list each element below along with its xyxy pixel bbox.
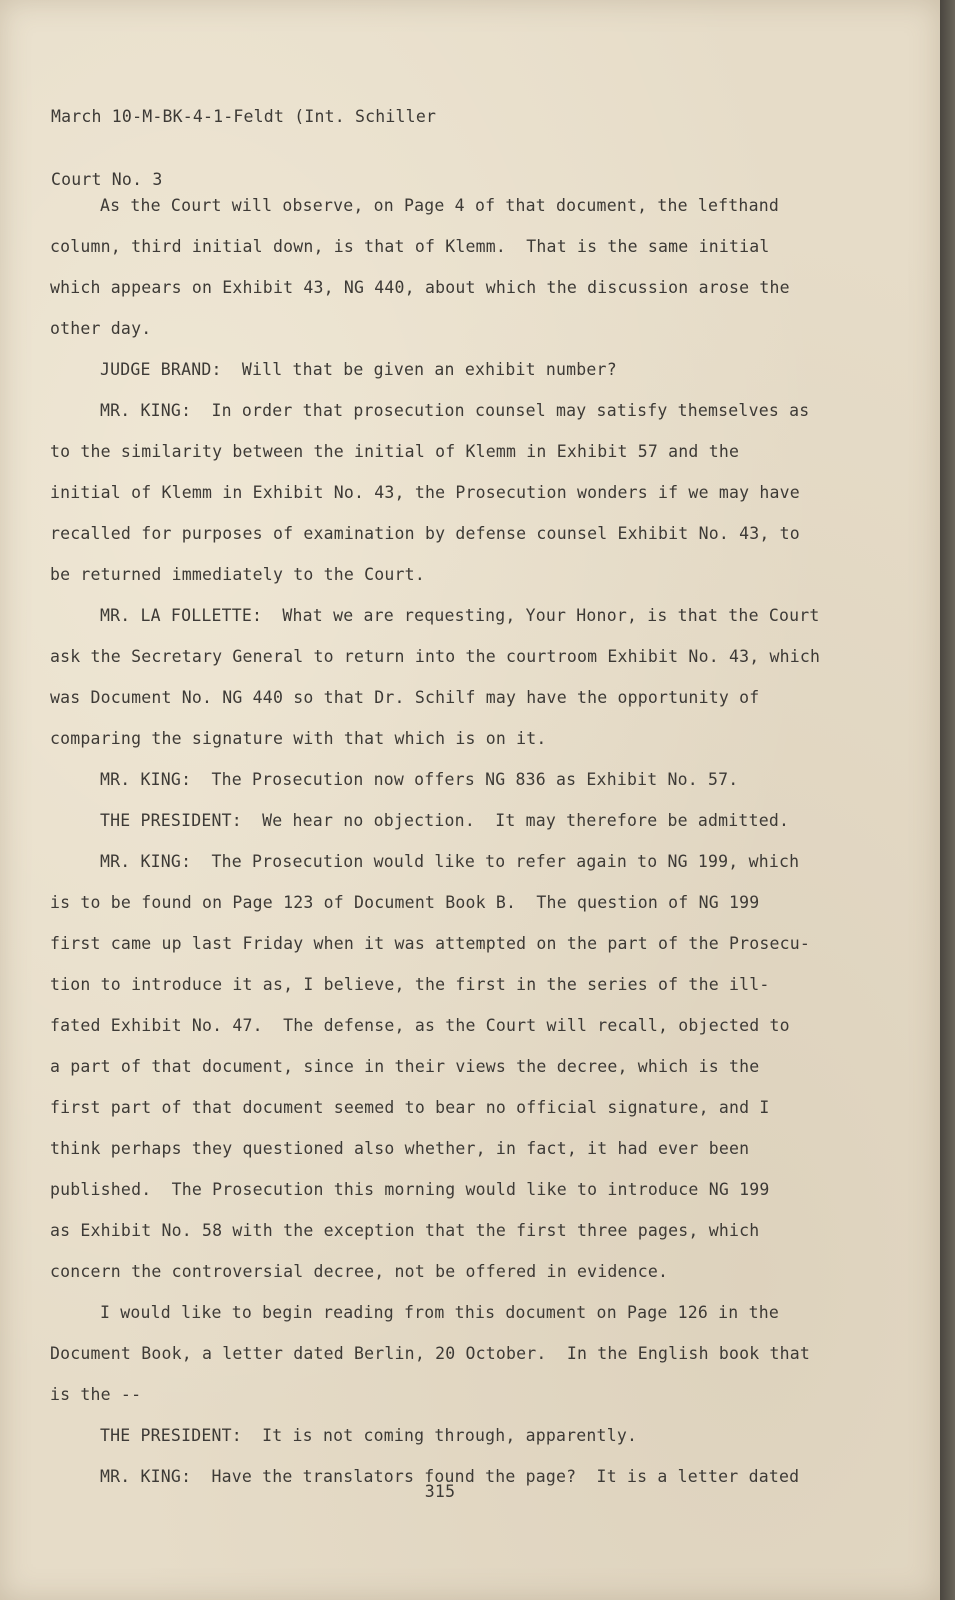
transcript-line: first came up last Friday when it was attempted on the part of the Prosecu- [50, 934, 811, 953]
transcript-line: Document Book, a letter dated Berlin, 20 October. In the English book that [50, 1344, 811, 1363]
transcript-line: tion to introduce it as, I believe, the first in the series of the ill- [50, 975, 770, 994]
transcript-line: MR. KING: The Prosecution now offers NG 836 as Exhibit No. 57. [100, 770, 739, 789]
transcript-line: first part of that document seemed to bear no official signature, and I [50, 1098, 770, 1117]
transcript-line: other day. [50, 319, 152, 338]
transcript-line: MR. KING: Have the translators found the page? It is a letter dated [100, 1467, 800, 1486]
transcript-line: JUDGE BRAND: Will that be given an exhibit number? [100, 360, 617, 379]
page-edge [940, 0, 955, 1600]
transcript-line: recalled for purposes of examination by defense counsel Exhibit No. 43, to [50, 524, 800, 543]
transcript-line: I would like to begin reading from this document on Page 126 in the [100, 1303, 779, 1322]
transcript-line: fated Exhibit No. 47. The defense, as the Court will recall, objected to [50, 1016, 790, 1035]
transcript-line: a part of that document, since in their views the decree, which is the [50, 1057, 760, 1076]
transcript-line: MR. LA FOLLETTE: What we are requesting, Your Honor, is that the Court [100, 606, 820, 625]
transcript-line: think perhaps they questioned also whether, in fact, it had ever been [50, 1139, 750, 1158]
header-line-1: March 10-M-BK-4-1-Feldt (Int. Schiller [51, 107, 437, 126]
transcript-line: MR. KING: In order that prosecution counsel may satisfy themselves as [100, 401, 810, 420]
header-line-2: Court No. 3 [51, 170, 163, 189]
transcript-line: THE PRESIDENT: We hear no objection. It may therefore be admitted. [100, 811, 790, 830]
transcript-line: THE PRESIDENT: It is not coming through, apparently. [100, 1426, 638, 1445]
transcript-line: concern the controversial decree, not be offered in evidence. [50, 1262, 669, 1281]
transcript-body [50, 185, 900, 1497]
transcript-line: to the similarity between the initial of Klemm in Exhibit 57 and the [50, 442, 740, 461]
transcript-line: is the -- [50, 1385, 142, 1404]
transcript-line: as Exhibit No. 58 with the exception that the first three pages, which [50, 1221, 760, 1240]
transcript-line: was Document No. NG 440 so that Dr. Schilf may have the opportunity of [50, 688, 760, 707]
transcript-line: As the Court will observe, on Page 4 of that document, the lefthand [100, 196, 779, 215]
page-number: 315 [424, 1482, 456, 1501]
transcript-line: ask the Secretary General to return into the courtroom Exhibit No. 43, which [50, 647, 821, 666]
transcript-line: which appears on Exhibit 43, NG 440, about which the discussion arose the [50, 278, 790, 297]
transcript-line: column, third initial down, is that of Klemm. That is the same initial [50, 237, 770, 256]
transcript-line: be returned immediately to the Court. [50, 565, 425, 584]
transcript-line: published. The Prosecution this morning would like to introduce NG 199 [50, 1180, 770, 1199]
transcript-line: is to be found on Page 123 of Document Book B. The question of NG 199 [50, 893, 760, 912]
transcript-line: MR. KING: The Prosecution would like to refer again to NG 199, which [100, 852, 800, 871]
transcript-line: initial of Klemm in Exhibit No. 43, the Prosecution wonders if we may have [50, 483, 800, 502]
transcript-line: comparing the signature with that which is on it. [50, 729, 547, 748]
